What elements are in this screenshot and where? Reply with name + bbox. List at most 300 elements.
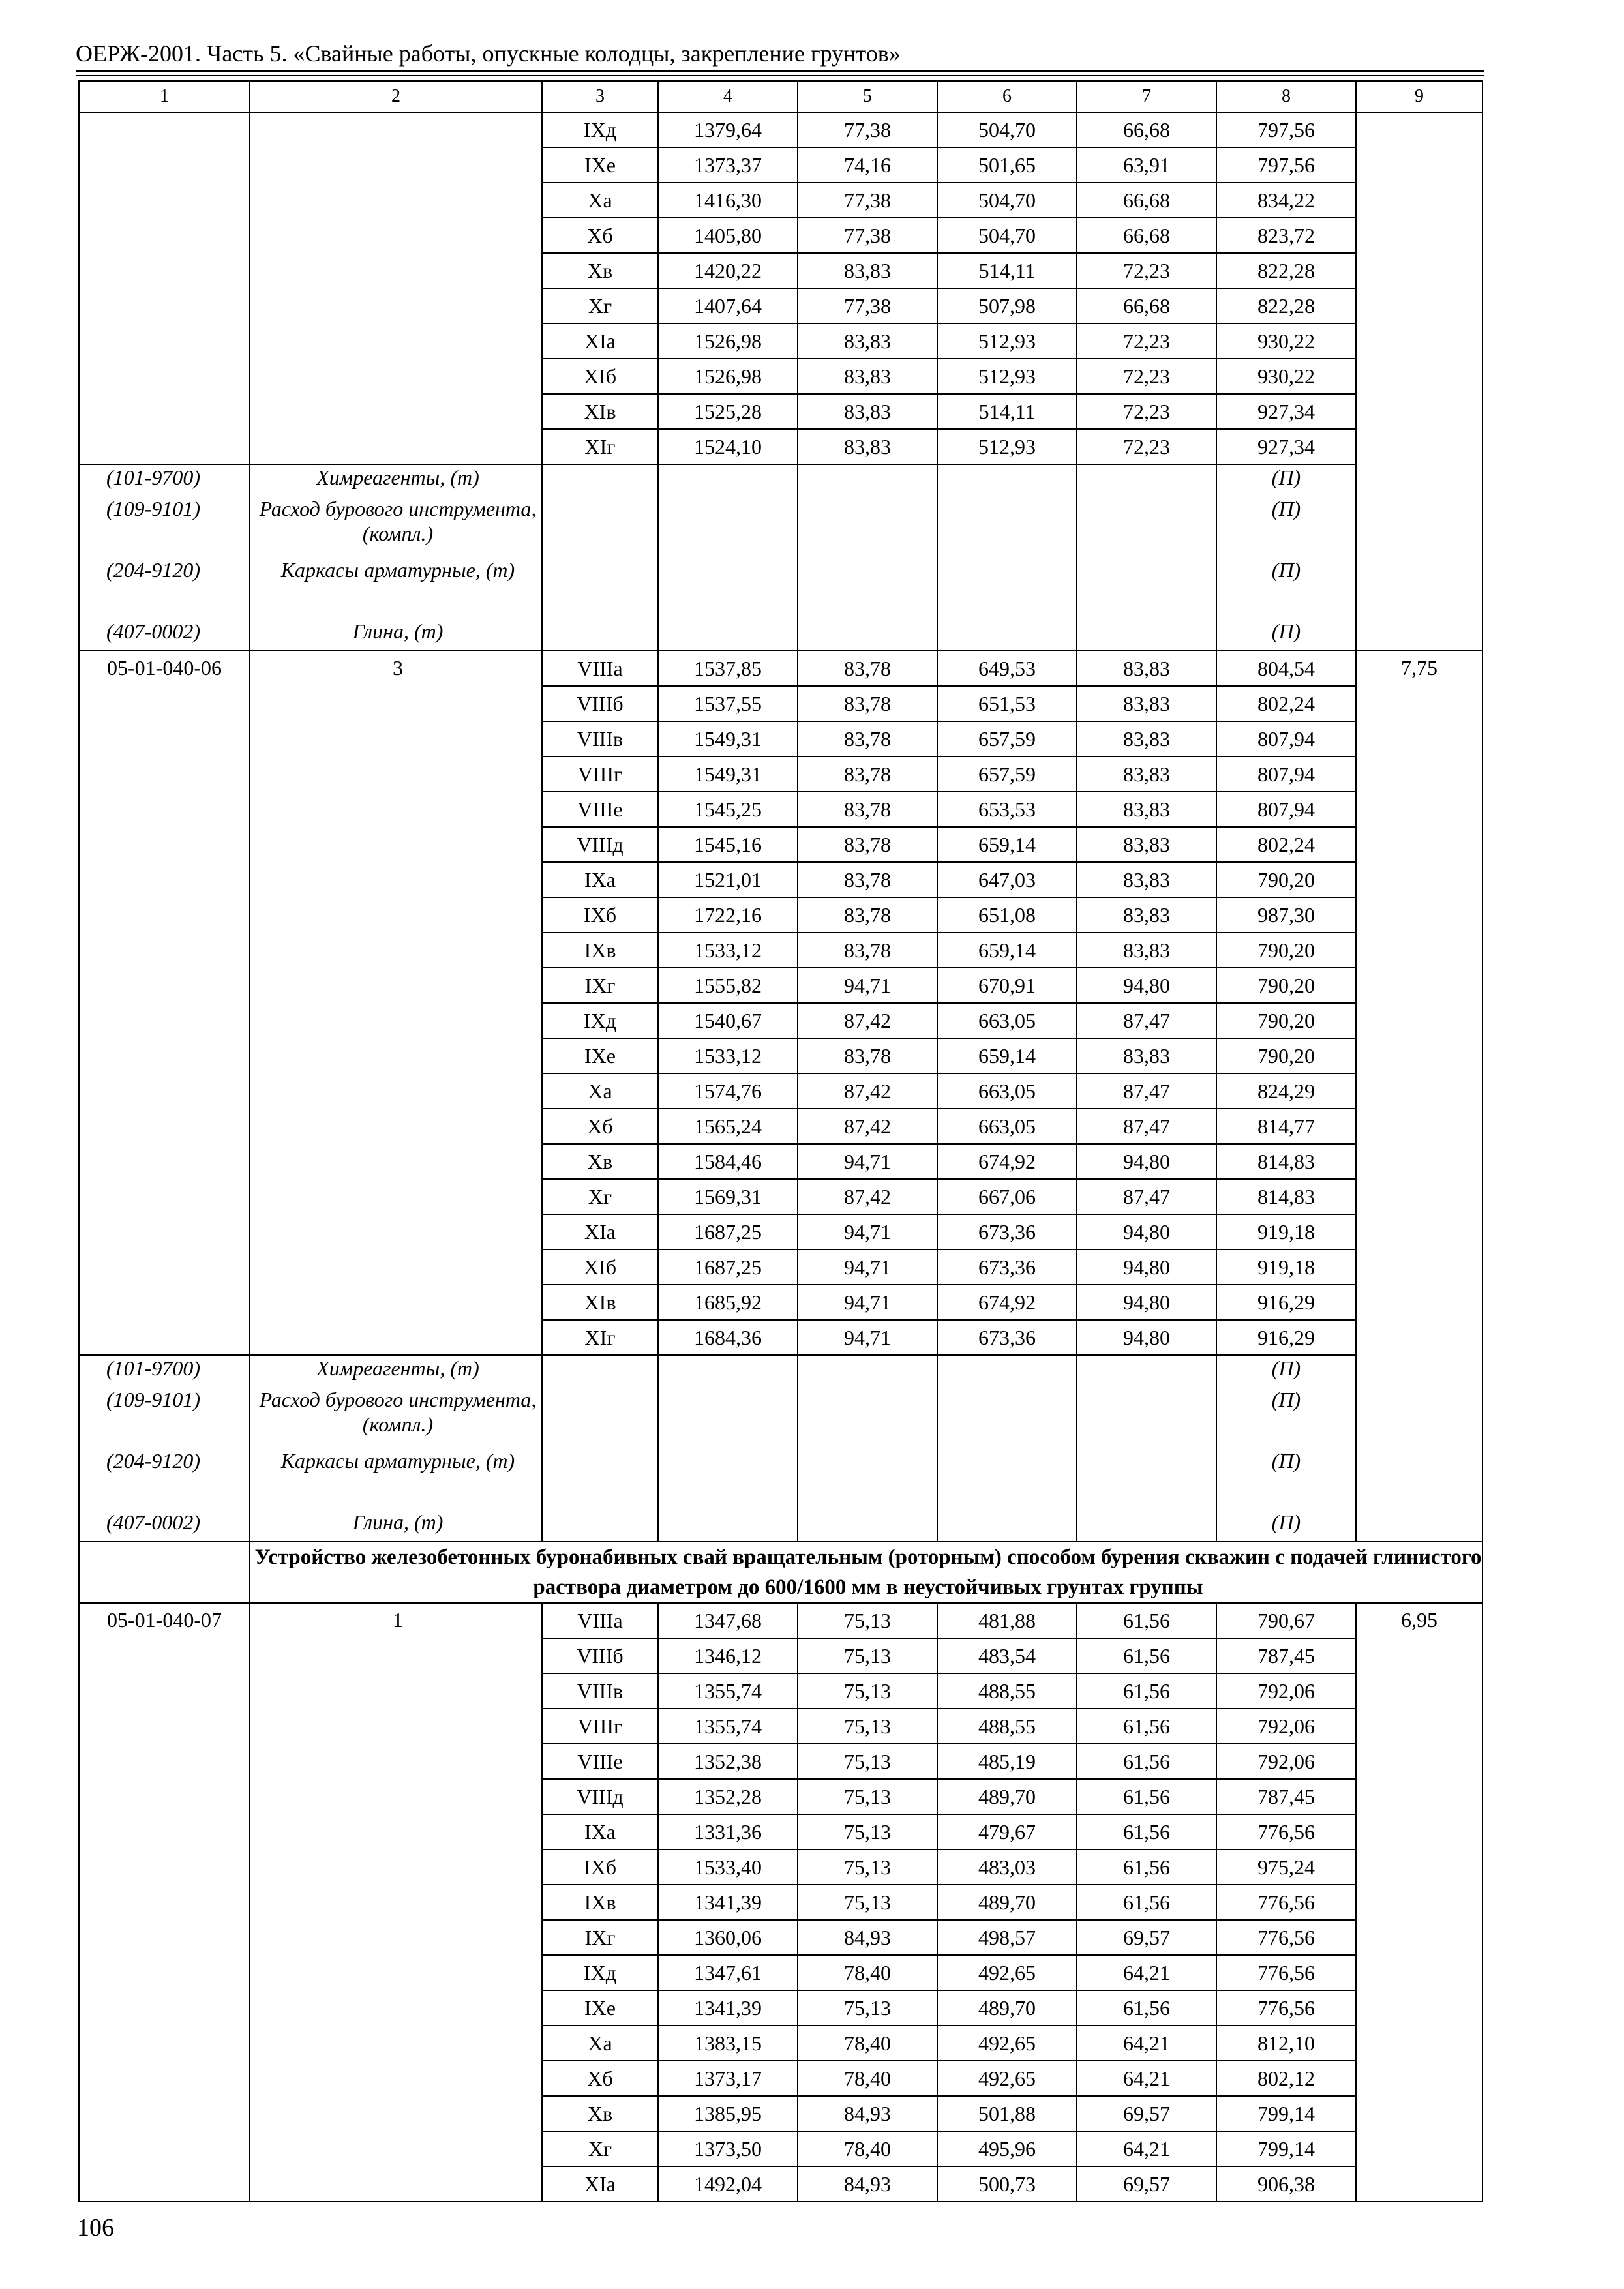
value-cell: 822,28 xyxy=(1216,253,1356,288)
value-cell: 1373,50 xyxy=(658,2131,798,2166)
value-cell: 834,22 xyxy=(1216,183,1356,218)
value-cell: 504,70 xyxy=(937,183,1077,218)
coefficient-cell: 7,75 xyxy=(1356,651,1482,1542)
value-cell: 61,56 xyxy=(1077,1849,1216,1885)
value-cell: 61,56 xyxy=(1077,1744,1216,1779)
resource-mark-cell: (П) xyxy=(1216,1510,1356,1542)
soil-group-cell: VIIIг xyxy=(542,1709,658,1744)
soil-group-cell: Xв xyxy=(542,253,658,288)
value-cell: 822,28 xyxy=(1216,288,1356,323)
value-cell: 659,14 xyxy=(937,1038,1077,1073)
value-cell: 1352,28 xyxy=(658,1779,798,1814)
value-cell: 87,47 xyxy=(1077,1003,1216,1038)
value-cell: 792,06 xyxy=(1216,1744,1356,1779)
soil-group-cell: IXa xyxy=(542,1814,658,1849)
value-cell: 489,70 xyxy=(937,1990,1077,2026)
value-cell: 1521,01 xyxy=(658,862,798,897)
empty-cell xyxy=(658,1448,798,1510)
column-number-cell: 6 xyxy=(937,81,1077,112)
resource-row xyxy=(79,464,1482,496)
empty-cell xyxy=(798,464,937,496)
value-cell: 790,20 xyxy=(1216,933,1356,968)
value-cell: 787,45 xyxy=(1216,1779,1356,1814)
soil-group-cell: VIIIд xyxy=(542,1779,658,1814)
value-cell: 776,56 xyxy=(1216,1955,1356,1990)
soil-group-cell: Xa xyxy=(542,2026,658,2061)
value-cell: 776,56 xyxy=(1216,1990,1356,2026)
value-cell: 500,73 xyxy=(937,2166,1077,2202)
resource-name-cell: Расход бурового инструмента, (компл.) xyxy=(250,1387,542,1448)
value-cell: 1584,46 xyxy=(658,1144,798,1179)
soil-group-cell: IXe xyxy=(542,1038,658,1073)
value-cell: 1555,82 xyxy=(658,968,798,1003)
variant-cell xyxy=(250,112,542,464)
column-number-cell: 1 xyxy=(79,81,250,112)
value-cell: 1331,36 xyxy=(658,1814,798,1849)
value-cell: 94,71 xyxy=(798,968,937,1003)
value-cell: 1373,37 xyxy=(658,147,798,183)
value-cell: 483,54 xyxy=(937,1638,1077,1673)
soil-group-cell: Xг xyxy=(542,2131,658,2166)
soil-group-cell: VIIIв xyxy=(542,1673,658,1709)
table-body xyxy=(79,112,1482,2202)
value-cell: 1545,25 xyxy=(658,792,798,827)
value-cell: 514,11 xyxy=(937,394,1077,429)
empty-cell xyxy=(658,558,798,619)
soil-group-cell: Xa xyxy=(542,1073,658,1109)
empty-cell xyxy=(1077,496,1216,558)
value-cell: 94,80 xyxy=(1077,1144,1216,1179)
soil-group-cell: VIIIe xyxy=(542,792,658,827)
empty-cell xyxy=(798,1387,937,1448)
value-cell: 501,65 xyxy=(937,147,1077,183)
value-cell: 659,14 xyxy=(937,933,1077,968)
value-cell: 501,88 xyxy=(937,2096,1077,2131)
value-cell: 72,23 xyxy=(1077,359,1216,394)
value-cell: 814,83 xyxy=(1216,1144,1356,1179)
empty-cell xyxy=(1077,558,1216,619)
resource-code-cell: (407-0002) xyxy=(79,619,250,651)
value-cell: 1420,22 xyxy=(658,253,798,288)
soil-group-cell: Xг xyxy=(542,1179,658,1214)
empty-cell xyxy=(798,558,937,619)
value-cell: 492,65 xyxy=(937,2061,1077,2096)
value-cell: 66,68 xyxy=(1077,112,1216,147)
soil-group-cell: Xг xyxy=(542,288,658,323)
value-cell: 1352,38 xyxy=(658,1744,798,1779)
soil-group-cell: VIIIг xyxy=(542,756,658,792)
value-cell: 87,47 xyxy=(1077,1179,1216,1214)
value-cell: 63,91 xyxy=(1077,147,1216,183)
soil-group-cell: VIIIб xyxy=(542,1638,658,1673)
value-cell: 1355,74 xyxy=(658,1709,798,1744)
resource-name-cell: Каркасы арматурные, (т) xyxy=(250,558,542,619)
value-cell: 653,53 xyxy=(937,792,1077,827)
value-cell: 790,20 xyxy=(1216,968,1356,1003)
resource-row xyxy=(79,1448,1482,1510)
resource-mark-cell: (П) xyxy=(1216,1387,1356,1448)
value-cell: 61,56 xyxy=(1077,1709,1216,1744)
soil-group-cell: IXб xyxy=(542,897,658,933)
value-cell: 84,93 xyxy=(798,2096,937,2131)
section-heading-row xyxy=(79,1542,1482,1603)
empty-cell xyxy=(542,1448,658,1510)
resource-mark-cell: (П) xyxy=(1216,464,1356,496)
value-cell: 674,92 xyxy=(937,1144,1077,1179)
soil-group-cell: VIIIa xyxy=(542,1603,658,1638)
empty-cell xyxy=(542,464,658,496)
value-cell: 83,78 xyxy=(798,1038,937,1073)
soil-group-cell: XIб xyxy=(542,1249,658,1285)
page-header-title: ОЕРЖ-2001. Часть 5. «Свайные работы, опускные колодцы, закрепление грунтов» xyxy=(76,40,901,67)
resource-code-cell: (204-9120) xyxy=(79,558,250,619)
value-cell: 1574,76 xyxy=(658,1073,798,1109)
value-cell: 919,18 xyxy=(1216,1214,1356,1249)
value-cell: 1416,30 xyxy=(658,183,798,218)
soil-group-cell: Xв xyxy=(542,1144,658,1179)
value-cell: 1341,39 xyxy=(658,1990,798,2026)
value-cell: 83,78 xyxy=(798,862,937,897)
value-cell: 83,78 xyxy=(798,897,937,933)
value-cell: 94,80 xyxy=(1077,1320,1216,1355)
value-cell: 83,78 xyxy=(798,756,937,792)
value-cell: 83,83 xyxy=(1077,897,1216,933)
soil-group-cell: XIв xyxy=(542,1285,658,1320)
value-cell: 507,98 xyxy=(937,288,1077,323)
value-cell: 72,23 xyxy=(1077,323,1216,359)
resource-code-cell: (407-0002) xyxy=(79,1510,250,1542)
value-cell: 75,13 xyxy=(798,1638,937,1673)
value-cell: 804,54 xyxy=(1216,651,1356,686)
resource-name-cell: Расход бурового инструмента, (компл.) xyxy=(250,496,542,558)
section-title: Устройство железобетонных буронабивных свай вращательным (роторным) способом бурения скважин с подачей глинистого раствора диаметром до 600/1600 мм в неустойчивых грунтах группы xyxy=(250,1542,1482,1603)
value-cell: 1383,15 xyxy=(658,2026,798,2061)
value-cell: 83,83 xyxy=(798,359,937,394)
value-cell: 75,13 xyxy=(798,1744,937,1779)
value-cell: 83,83 xyxy=(798,429,937,464)
value-cell: 78,40 xyxy=(798,2061,937,2096)
table-row xyxy=(79,112,1482,147)
empty-cell xyxy=(937,1510,1077,1542)
value-cell: 657,59 xyxy=(937,756,1077,792)
value-cell: 66,68 xyxy=(1077,183,1216,218)
rate-code-cell: 05-01-040-06 xyxy=(79,651,250,1355)
soil-group-cell: IXб xyxy=(542,1849,658,1885)
rates-table xyxy=(78,80,1483,2202)
value-cell: 1565,24 xyxy=(658,1109,798,1144)
empty-cell xyxy=(542,558,658,619)
table-row xyxy=(79,1603,1482,1638)
value-cell: 1346,12 xyxy=(658,1638,798,1673)
value-cell: 94,80 xyxy=(1077,968,1216,1003)
value-cell: 94,71 xyxy=(798,1214,937,1249)
value-cell: 1525,28 xyxy=(658,394,798,429)
value-cell: 78,40 xyxy=(798,1955,937,1990)
table-row xyxy=(79,651,1482,686)
column-number-cell: 5 xyxy=(798,81,937,112)
soil-group-cell: Xб xyxy=(542,1109,658,1144)
value-cell: 83,78 xyxy=(798,933,937,968)
empty-cell xyxy=(798,1448,937,1510)
value-cell: 61,56 xyxy=(1077,1814,1216,1849)
value-cell: 75,13 xyxy=(798,1849,937,1885)
value-cell: 72,23 xyxy=(1077,253,1216,288)
value-cell: 75,13 xyxy=(798,1779,937,1814)
empty-cell xyxy=(937,464,1077,496)
empty-cell xyxy=(542,496,658,558)
soil-group-cell: XIa xyxy=(542,2166,658,2202)
empty-cell xyxy=(1077,1387,1216,1448)
value-cell: 1549,31 xyxy=(658,756,798,792)
value-cell: 94,80 xyxy=(1077,1214,1216,1249)
value-cell: 651,08 xyxy=(937,897,1077,933)
value-cell: 75,13 xyxy=(798,1603,937,1638)
rate-code-cell: 05-01-040-07 xyxy=(79,1603,250,2202)
value-cell: 823,72 xyxy=(1216,218,1356,253)
empty-cell xyxy=(542,1355,658,1387)
variant-cell: 1 xyxy=(250,1603,542,2202)
value-cell: 512,93 xyxy=(937,359,1077,394)
value-cell: 1360,06 xyxy=(658,1920,798,1955)
resource-row xyxy=(79,1355,1482,1387)
value-cell: 792,06 xyxy=(1216,1673,1356,1709)
empty-cell xyxy=(798,1355,937,1387)
value-cell: 799,14 xyxy=(1216,2131,1356,2166)
resource-name-cell: Химреагенты, (т) xyxy=(250,464,542,496)
resource-row xyxy=(79,1510,1482,1542)
value-cell: 483,03 xyxy=(937,1849,1077,1885)
value-cell: 61,56 xyxy=(1077,1673,1216,1709)
value-cell: 1687,25 xyxy=(658,1249,798,1285)
column-number-cell: 3 xyxy=(542,81,658,112)
value-cell: 1685,92 xyxy=(658,1285,798,1320)
value-cell: 1492,04 xyxy=(658,2166,798,2202)
soil-group-cell: IXг xyxy=(542,1920,658,1955)
header-rule xyxy=(76,75,1484,76)
value-cell: 64,21 xyxy=(1077,2131,1216,2166)
value-cell: 906,38 xyxy=(1216,2166,1356,2202)
value-cell: 489,70 xyxy=(937,1779,1077,1814)
value-cell: 919,18 xyxy=(1216,1249,1356,1285)
value-cell: 87,47 xyxy=(1077,1109,1216,1144)
value-cell: 1341,39 xyxy=(658,1885,798,1920)
value-cell: 1549,31 xyxy=(658,721,798,756)
value-cell: 1687,25 xyxy=(658,1214,798,1249)
resource-row xyxy=(79,619,1482,651)
soil-group-cell: XIв xyxy=(542,394,658,429)
value-cell: 78,40 xyxy=(798,2131,937,2166)
soil-group-cell: VIIIв xyxy=(542,721,658,756)
value-cell: 799,14 xyxy=(1216,2096,1356,2131)
value-cell: 670,91 xyxy=(937,968,1077,1003)
value-cell: 1379,64 xyxy=(658,112,798,147)
resource-code-cell: (109-9101) xyxy=(79,1387,250,1448)
value-cell: 75,13 xyxy=(798,1673,937,1709)
resource-row xyxy=(79,558,1482,619)
value-cell: 75,13 xyxy=(798,1814,937,1849)
value-cell: 485,19 xyxy=(937,1744,1077,1779)
empty-cell xyxy=(1077,464,1216,496)
resource-code-cell: (101-9700) xyxy=(79,464,250,496)
soil-group-cell: VIIIб xyxy=(542,686,658,721)
column-number-cell: 9 xyxy=(1356,81,1482,112)
value-cell: 927,34 xyxy=(1216,429,1356,464)
value-cell: 83,83 xyxy=(1077,827,1216,862)
value-cell: 61,56 xyxy=(1077,1638,1216,1673)
value-cell: 83,83 xyxy=(1077,651,1216,686)
value-cell: 663,05 xyxy=(937,1073,1077,1109)
value-cell: 75,13 xyxy=(798,1885,937,1920)
value-cell: 673,36 xyxy=(937,1214,1077,1249)
value-cell: 75,13 xyxy=(798,1709,937,1744)
soil-group-cell: XIг xyxy=(542,429,658,464)
value-cell: 812,10 xyxy=(1216,2026,1356,2061)
value-cell: 1569,31 xyxy=(658,1179,798,1214)
soil-group-cell: XIг xyxy=(542,1320,658,1355)
value-cell: 69,57 xyxy=(1077,1920,1216,1955)
value-cell: 1355,74 xyxy=(658,1673,798,1709)
empty-cell xyxy=(658,496,798,558)
value-cell: 649,53 xyxy=(937,651,1077,686)
variant-cell: 3 xyxy=(250,651,542,1355)
column-number-cell: 8 xyxy=(1216,81,1356,112)
value-cell: 1684,36 xyxy=(658,1320,798,1355)
resource-mark-cell: (П) xyxy=(1216,496,1356,558)
empty-cell xyxy=(1077,1510,1216,1542)
value-cell: 659,14 xyxy=(937,827,1077,862)
soil-group-cell: IXг xyxy=(542,968,658,1003)
resource-mark-cell: (П) xyxy=(1216,619,1356,651)
value-cell: 83,78 xyxy=(798,827,937,862)
value-cell: 657,59 xyxy=(937,721,1077,756)
value-cell: 64,21 xyxy=(1077,1955,1216,1990)
value-cell: 1373,17 xyxy=(658,2061,798,2096)
resource-code-cell: (204-9120) xyxy=(79,1448,250,1510)
empty-cell xyxy=(542,619,658,651)
column-number-cell: 7 xyxy=(1077,81,1216,112)
value-cell: 916,29 xyxy=(1216,1320,1356,1355)
value-cell: 69,57 xyxy=(1077,2096,1216,2131)
empty-cell xyxy=(937,1448,1077,1510)
value-cell: 498,57 xyxy=(937,1920,1077,1955)
empty-cell xyxy=(798,619,937,651)
value-cell: 83,83 xyxy=(798,323,937,359)
value-cell: 72,23 xyxy=(1077,394,1216,429)
coefficient-cell: 6,95 xyxy=(1356,1603,1482,2202)
soil-group-cell: IXe xyxy=(542,1990,658,2026)
value-cell: 87,47 xyxy=(1077,1073,1216,1109)
value-cell: 1540,67 xyxy=(658,1003,798,1038)
soil-group-cell: VIIIд xyxy=(542,827,658,862)
empty-cell xyxy=(542,1387,658,1448)
value-cell: 492,65 xyxy=(937,2026,1077,2061)
value-cell: 1533,12 xyxy=(658,1038,798,1073)
value-cell: 64,21 xyxy=(1077,2026,1216,2061)
value-cell: 83,78 xyxy=(798,721,937,756)
value-cell: 1526,98 xyxy=(658,323,798,359)
empty-cell xyxy=(658,464,798,496)
value-cell: 94,71 xyxy=(798,1249,937,1285)
value-cell: 489,70 xyxy=(937,1885,1077,1920)
value-cell: 797,56 xyxy=(1216,147,1356,183)
value-cell: 83,83 xyxy=(1077,792,1216,827)
value-cell: 512,93 xyxy=(937,323,1077,359)
resource-row xyxy=(79,496,1482,558)
value-cell: 1407,64 xyxy=(658,288,798,323)
value-cell: 667,06 xyxy=(937,1179,1077,1214)
value-cell: 802,12 xyxy=(1216,2061,1356,2096)
value-cell: 83,83 xyxy=(1077,721,1216,756)
soil-group-cell: IXд xyxy=(542,1003,658,1038)
value-cell: 790,20 xyxy=(1216,1003,1356,1038)
value-cell: 776,56 xyxy=(1216,1920,1356,1955)
value-cell: 807,94 xyxy=(1216,721,1356,756)
resource-row xyxy=(79,1387,1482,1448)
value-cell: 479,67 xyxy=(937,1814,1077,1849)
value-cell: 77,38 xyxy=(798,183,937,218)
resource-name-cell: Глина, (т) xyxy=(250,619,542,651)
empty-cell xyxy=(658,1355,798,1387)
soil-group-cell: Xв xyxy=(542,2096,658,2131)
value-cell: 1533,12 xyxy=(658,933,798,968)
resource-mark-cell: (П) xyxy=(1216,1355,1356,1387)
column-number-cell: 4 xyxy=(658,81,798,112)
value-cell: 673,36 xyxy=(937,1320,1077,1355)
value-cell: 802,24 xyxy=(1216,827,1356,862)
value-cell: 514,11 xyxy=(937,253,1077,288)
empty-cell xyxy=(658,619,798,651)
value-cell: 61,56 xyxy=(1077,1603,1216,1638)
value-cell: 651,53 xyxy=(937,686,1077,721)
value-cell: 61,56 xyxy=(1077,1779,1216,1814)
resource-name-cell: Каркасы арматурные, (т) xyxy=(250,1448,542,1510)
header-rule xyxy=(76,70,1484,72)
empty-cell xyxy=(937,1355,1077,1387)
value-cell: 814,77 xyxy=(1216,1109,1356,1144)
soil-group-cell: IXд xyxy=(542,112,658,147)
resource-mark-cell: (П) xyxy=(1216,1448,1356,1510)
resource-name-cell: Химреагенты, (т) xyxy=(250,1355,542,1387)
value-cell: 84,93 xyxy=(798,2166,937,2202)
soil-group-cell: IXв xyxy=(542,933,658,968)
empty-cell xyxy=(658,1387,798,1448)
value-cell: 87,42 xyxy=(798,1179,937,1214)
value-cell: 814,83 xyxy=(1216,1179,1356,1214)
value-cell: 61,56 xyxy=(1077,1885,1216,1920)
value-cell: 663,05 xyxy=(937,1003,1077,1038)
column-number-cell: 2 xyxy=(250,81,542,112)
value-cell: 78,40 xyxy=(798,2026,937,2061)
empty-cell xyxy=(658,1510,798,1542)
value-cell: 83,78 xyxy=(798,686,937,721)
value-cell: 790,67 xyxy=(1216,1603,1356,1638)
value-cell: 807,94 xyxy=(1216,792,1356,827)
value-cell: 807,94 xyxy=(1216,756,1356,792)
value-cell: 1722,16 xyxy=(658,897,798,933)
empty-cell xyxy=(937,619,1077,651)
value-cell: 504,70 xyxy=(937,218,1077,253)
value-cell: 94,71 xyxy=(798,1144,937,1179)
empty-cell xyxy=(937,1387,1077,1448)
value-cell: 66,68 xyxy=(1077,288,1216,323)
value-cell: 495,96 xyxy=(937,2131,1077,2166)
soil-group-cell: IXa xyxy=(542,862,658,897)
value-cell: 83,83 xyxy=(1077,862,1216,897)
value-cell: 74,16 xyxy=(798,147,937,183)
soil-group-cell: VIIIe xyxy=(542,1744,658,1779)
value-cell: 1526,98 xyxy=(658,359,798,394)
soil-group-cell: Xб xyxy=(542,218,658,253)
